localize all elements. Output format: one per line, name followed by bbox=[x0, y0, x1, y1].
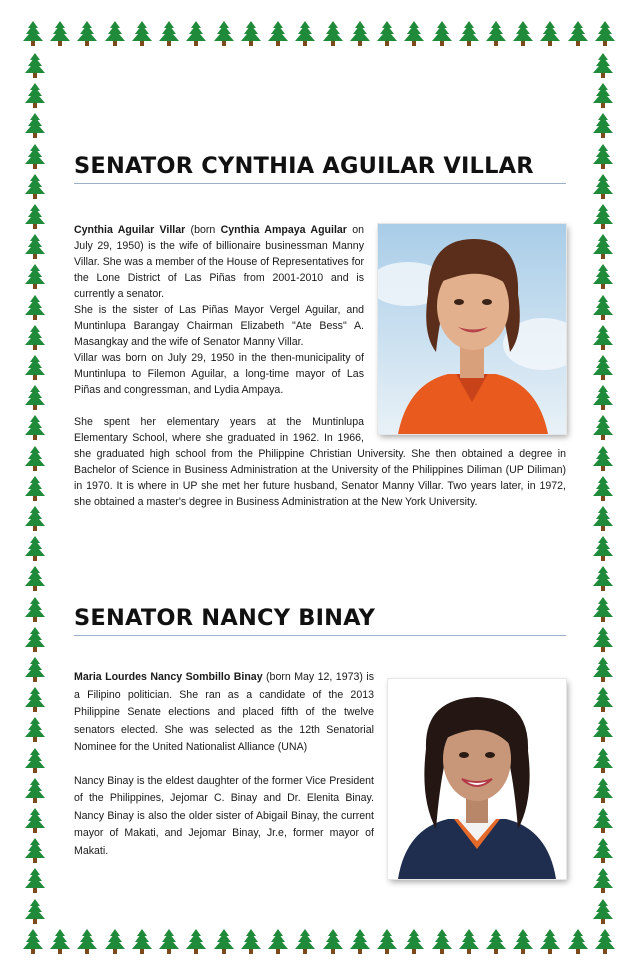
christmas-tree-icon bbox=[292, 20, 318, 50]
christmas-tree-icon bbox=[74, 928, 100, 958]
christmas-tree-icon bbox=[590, 354, 616, 382]
christmas-tree-icon bbox=[211, 928, 237, 958]
paragraph-family-villar: She is the sister of Las Piñas Mayor Vergel Aguilar, and Muntinlupa Barangay Chairman Elizabeth "Ate Bess" A. Masangkay and the wife of Senator Manny Villar. bbox=[74, 304, 364, 348]
christmas-tree-icon bbox=[347, 928, 373, 958]
christmas-tree-icon bbox=[537, 20, 563, 50]
christmas-tree-icon bbox=[590, 445, 616, 473]
christmas-tree-icon bbox=[22, 203, 48, 231]
christmas-tree-icon bbox=[22, 445, 48, 473]
section-body-villar: Cynthia Aguilar Villar (born Cynthia Ampaya Aguilar on July 29, 1950) is the wife of billionaire businessman Manny Villar. She was a member of the House of Representatives for the Lone District of Las Piñas from 2001-2010 and is currently a senator. She is the sister of Las Piñas Mayor Vergel Aguilar, and Muntinlupa Barangay Chairman Elizabeth "Ate Bess" A. Masangkay and the wife of Senator Manny Villar. Villar was born on July 29, 1950 in the then-municipality of Muntinlupa to Filemon Aguilar, a long-time mayor of Las Piñas and congressman, and Lydia Ampaya. She spent her elementary years at the Muntinlupa Elementary School, where she graduated in 1962. In 1966, she graduated high school from the Philippine Christian University. She then obtained a degree in Bachelor of Science in Business Administration at the University of the Philippines Diliman (UP Diliman) in 1970. It is where in UP she met her future husband, Senator Manny Villar. Two years later, in 1972, she obtained a master's degree in Business Administration at the New York University. bbox=[74, 222, 566, 510]
christmas-tree-icon bbox=[22, 173, 48, 201]
christmas-tree-icon bbox=[22, 354, 48, 382]
christmas-tree-icon bbox=[590, 324, 616, 352]
christmas-tree-icon bbox=[22, 475, 48, 503]
christmas-tree-icon bbox=[590, 535, 616, 563]
christmas-tree-icon bbox=[22, 898, 48, 926]
christmas-tree-icon bbox=[592, 928, 618, 958]
paragraph-birth-villar: Villar was born on July 29, 1950 in the then-municipality of Muntinlupa to Filemon Aguilar, a long-time mayor of Las Piñas and congressman, and Lydia Ampaya. bbox=[74, 352, 364, 396]
christmas-tree-icon bbox=[590, 505, 616, 533]
christmas-tree-icon bbox=[374, 20, 400, 50]
christmas-tree-icon bbox=[401, 928, 427, 958]
christmas-tree-icon bbox=[22, 143, 48, 171]
christmas-tree-icon bbox=[22, 807, 48, 835]
christmas-tree-icon bbox=[22, 716, 48, 744]
christmas-tree-icon bbox=[74, 20, 100, 50]
christmas-tree-icon bbox=[590, 384, 616, 412]
christmas-tree-icon bbox=[22, 324, 48, 352]
christmas-tree-icon bbox=[320, 928, 346, 958]
christmas-tree-icon bbox=[102, 928, 128, 958]
border-right bbox=[590, 52, 616, 926]
christmas-tree-icon bbox=[183, 20, 209, 50]
christmas-tree-icon bbox=[401, 20, 427, 50]
christmas-tree-icon bbox=[456, 928, 482, 958]
christmas-tree-icon bbox=[590, 777, 616, 805]
christmas-tree-icon bbox=[22, 263, 48, 291]
christmas-tree-icon bbox=[590, 837, 616, 865]
christmas-tree-icon bbox=[102, 20, 128, 50]
christmas-tree-icon bbox=[22, 626, 48, 654]
christmas-tree-icon bbox=[22, 505, 48, 533]
christmas-tree-icon bbox=[510, 20, 536, 50]
birth-name-villar: Cynthia Ampaya Aguilar bbox=[220, 224, 347, 236]
section-title-villar: SENATOR CYNTHIA AGUILAR VILLAR bbox=[74, 153, 566, 184]
christmas-tree-icon bbox=[590, 898, 616, 926]
christmas-tree-icon bbox=[22, 656, 48, 684]
christmas-tree-icon bbox=[22, 747, 48, 775]
christmas-tree-icon bbox=[22, 112, 48, 140]
paragraph-family-binay: Nancy Binay is the eldest daughter of the former Vice President of the Philippines, Jejomar C. Binay and Dr. Elenita Binay. Nancy Binay is also the older sister of Abigail Binay, the current mayor of Makati, and Jejomar Binay, Jr.e, former mayor of Makati. bbox=[74, 774, 374, 857]
subject-name-villar: Cynthia Aguilar Villar bbox=[74, 224, 186, 236]
christmas-tree-icon bbox=[22, 837, 48, 865]
christmas-tree-icon bbox=[592, 20, 618, 50]
christmas-tree-icon bbox=[590, 807, 616, 835]
christmas-tree-icon bbox=[590, 867, 616, 895]
christmas-tree-icon bbox=[211, 20, 237, 50]
christmas-tree-icon bbox=[265, 20, 291, 50]
christmas-tree-icon bbox=[183, 928, 209, 958]
border-top bbox=[20, 20, 618, 50]
christmas-tree-icon bbox=[238, 20, 264, 50]
christmas-tree-icon bbox=[590, 686, 616, 714]
christmas-tree-icon bbox=[590, 52, 616, 80]
section-body-binay: Maria Lourdes Nancy Sombillo Binay (born May 12, 1973) is a Filipino politician. She ran as a candidate of the 2013 Philippine Senate elections and placed fifth of the twelve senators elected. She was selected as the 12th Senatorial Nominee for the United Nationalist Alliance (UNA) Nancy Binay is the eldest daughter of the former Vice President of the Philippines, Jejomar C. Binay and Dr. Elenita Binay. Nancy Binay is also the older sister of Abigail Binay, the current mayor of Makati, and Jejomar Binay, Jr.e, former mayor of Makati. bbox=[74, 669, 566, 885]
christmas-tree-icon bbox=[590, 112, 616, 140]
christmas-tree-icon bbox=[590, 716, 616, 744]
border-bottom bbox=[20, 928, 618, 958]
christmas-tree-icon bbox=[22, 565, 48, 593]
christmas-tree-icon bbox=[590, 82, 616, 110]
christmas-tree-icon bbox=[22, 233, 48, 261]
christmas-tree-icon bbox=[22, 384, 48, 412]
portrait-photo-villar bbox=[378, 224, 566, 434]
christmas-tree-icon bbox=[565, 928, 591, 958]
christmas-tree-icon bbox=[22, 686, 48, 714]
subject-name-binay: Maria Lourdes Nancy Sombillo Binay bbox=[74, 671, 263, 683]
christmas-tree-icon bbox=[510, 928, 536, 958]
christmas-tree-icon bbox=[537, 928, 563, 958]
christmas-tree-icon bbox=[590, 596, 616, 624]
christmas-tree-icon bbox=[22, 596, 48, 624]
christmas-tree-icon bbox=[590, 475, 616, 503]
christmas-tree-icon bbox=[590, 656, 616, 684]
christmas-tree-icon bbox=[238, 928, 264, 958]
christmas-tree-icon bbox=[590, 626, 616, 654]
christmas-tree-icon bbox=[565, 20, 591, 50]
christmas-tree-icon bbox=[590, 143, 616, 171]
christmas-tree-icon bbox=[129, 20, 155, 50]
christmas-tree-icon bbox=[590, 414, 616, 442]
christmas-tree-icon bbox=[374, 928, 400, 958]
christmas-tree-icon bbox=[22, 414, 48, 442]
christmas-tree-icon bbox=[483, 20, 509, 50]
section-title-binay: SENATOR NANCY BINAY bbox=[74, 605, 566, 636]
christmas-tree-icon bbox=[590, 294, 616, 322]
christmas-tree-icon bbox=[47, 20, 73, 50]
christmas-tree-icon bbox=[590, 173, 616, 201]
christmas-tree-icon bbox=[483, 928, 509, 958]
christmas-tree-icon bbox=[590, 233, 616, 261]
border-left bbox=[22, 52, 48, 926]
christmas-tree-icon bbox=[22, 867, 48, 895]
christmas-tree-icon bbox=[590, 747, 616, 775]
christmas-tree-icon bbox=[47, 928, 73, 958]
christmas-tree-icon bbox=[22, 535, 48, 563]
christmas-tree-icon bbox=[156, 928, 182, 958]
christmas-tree-icon bbox=[156, 20, 182, 50]
portrait-photo-binay bbox=[388, 679, 566, 879]
christmas-tree-icon bbox=[22, 294, 48, 322]
christmas-tree-icon bbox=[320, 20, 346, 50]
christmas-tree-icon bbox=[590, 263, 616, 291]
christmas-tree-icon bbox=[129, 928, 155, 958]
christmas-tree-icon bbox=[429, 20, 455, 50]
christmas-tree-icon bbox=[292, 928, 318, 958]
christmas-tree-icon bbox=[20, 928, 46, 958]
christmas-tree-icon bbox=[456, 20, 482, 50]
christmas-tree-icon bbox=[429, 928, 455, 958]
christmas-tree-icon bbox=[590, 203, 616, 231]
christmas-tree-icon bbox=[22, 52, 48, 80]
christmas-tree-icon bbox=[347, 20, 373, 50]
christmas-tree-icon bbox=[22, 777, 48, 805]
christmas-tree-icon bbox=[22, 82, 48, 110]
paragraph-education-villar: She spent her elementary years at the Muntinlupa Elementary School, where she graduated in 1962. In 1966, she graduated high school from the Philippine Christian University. She then obtained a degree in Bachelor of Science in Business Administration at the University of the Philippines Diliman (UP Diliman) in 1970. It is where in UP she met her future husband, Senator Manny Villar. Two years later, in 1972, she obtained a master's degree in Business Administration at the New York University. bbox=[74, 416, 566, 508]
christmas-tree-icon bbox=[20, 20, 46, 50]
christmas-tree-icon bbox=[590, 565, 616, 593]
christmas-tree-icon bbox=[265, 928, 291, 958]
